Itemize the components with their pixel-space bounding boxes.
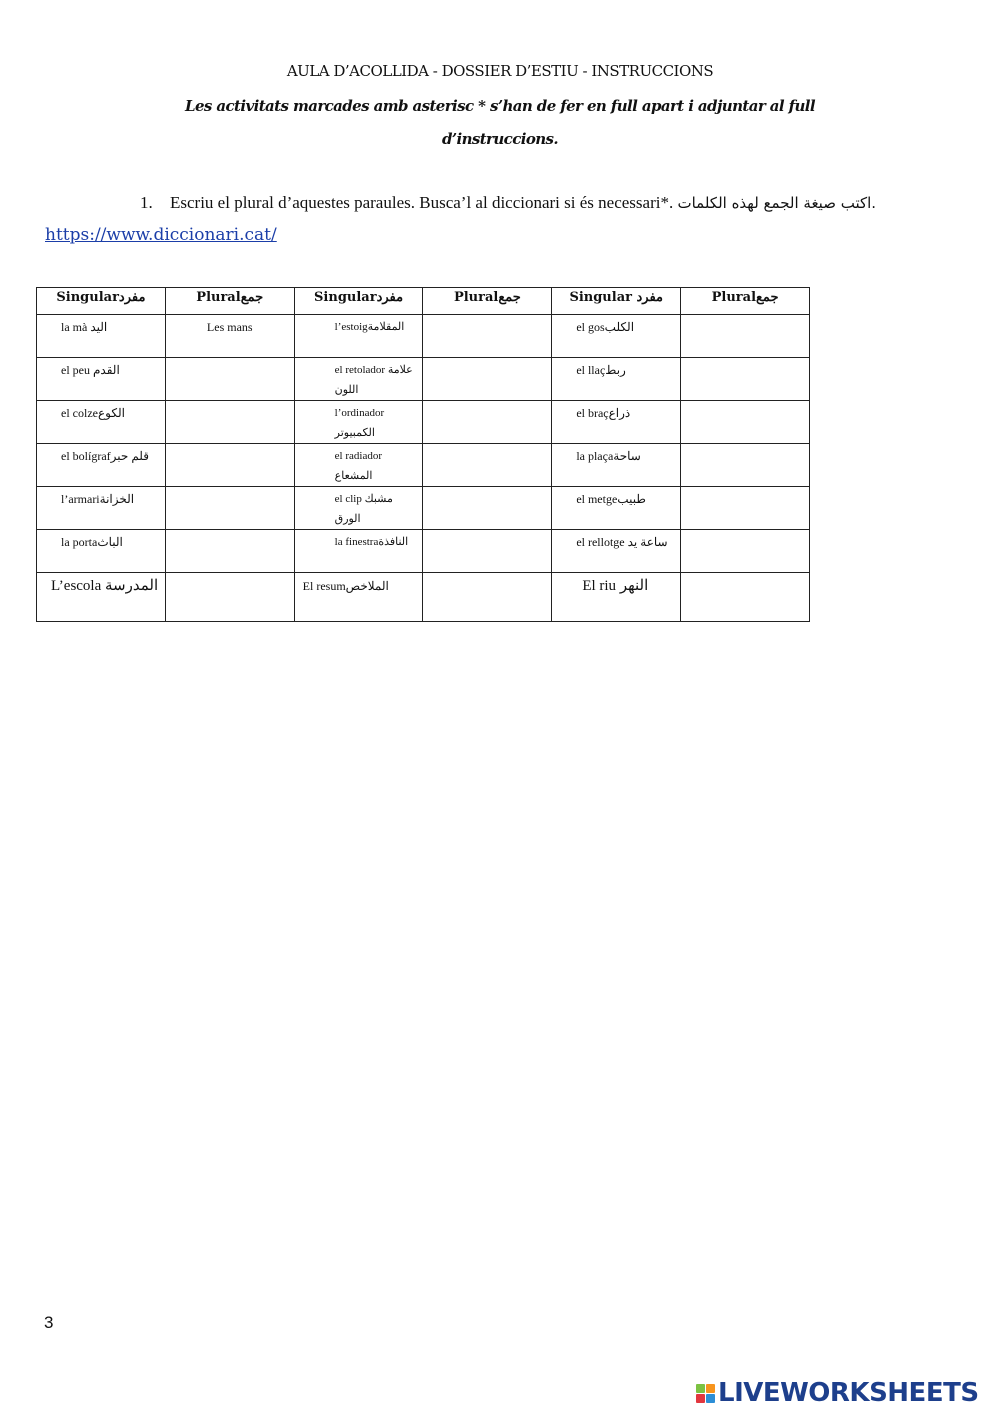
plural-input-cell[interactable] xyxy=(423,315,552,358)
logo-square-icon xyxy=(696,1384,705,1393)
table-header-row xyxy=(37,288,810,315)
instruction xyxy=(140,193,876,213)
singular-cell: la finestraالنافذة xyxy=(294,530,423,573)
plural-input-cell[interactable] xyxy=(165,487,294,530)
singular-cell: l’estoigالمقلامة xyxy=(294,315,423,358)
singular-cell: el gosالكلب xyxy=(552,315,681,358)
logo-square-icon xyxy=(706,1384,715,1393)
singular-cell: la mà اليد xyxy=(37,315,166,358)
plural-input-cell[interactable] xyxy=(681,444,810,487)
table-row xyxy=(37,487,810,530)
singular-cell: el braçذراع xyxy=(552,401,681,444)
plural-input-cell[interactable] xyxy=(681,573,810,622)
liveworksheets-logo xyxy=(696,1378,979,1408)
plural-input-cell[interactable]: Les mans xyxy=(165,315,294,358)
subtitle-line-2: d’instruccions. xyxy=(441,130,559,148)
logo-grid-icon xyxy=(696,1384,715,1403)
singular-cell: la plaçaساحة xyxy=(552,444,681,487)
singular-cell: el radiador المشعاع xyxy=(294,444,423,487)
plural-input-cell[interactable] xyxy=(165,530,294,573)
logo-square-icon xyxy=(696,1394,705,1403)
plural-table xyxy=(36,287,810,622)
plural-input-cell[interactable] xyxy=(423,444,552,487)
plural-input-cell[interactable] xyxy=(165,401,294,444)
header-plural-2: Pluralجمع xyxy=(423,288,552,315)
header-singular-3: Singular مفرد xyxy=(552,288,681,315)
plural-input-cell[interactable] xyxy=(423,358,552,401)
plural-input-cell[interactable] xyxy=(681,530,810,573)
table-row xyxy=(37,444,810,487)
plural-input-cell[interactable] xyxy=(423,530,552,573)
singular-cell: la portaالباث xyxy=(37,530,166,573)
plural-input-cell[interactable] xyxy=(681,315,810,358)
instruction-number: 1. xyxy=(140,193,153,212)
singular-cell: el clip مشبك الورق xyxy=(294,487,423,530)
logo-text: LIVEWORKSHEETS xyxy=(718,1378,979,1408)
singular-cell: El resumالملاخص xyxy=(294,573,423,622)
singular-cell: El riu النهر xyxy=(552,573,681,622)
header-singular-2: Singularمفرد xyxy=(294,288,423,315)
table-row xyxy=(37,573,810,622)
table-row xyxy=(37,358,810,401)
header-plural-3: Pluralجمع xyxy=(681,288,810,315)
plural-input-cell[interactable] xyxy=(681,401,810,444)
subtitle-line-1: Les activitats marcades amb asterisc * s’han de fer en full apart i adjuntar al full xyxy=(185,97,815,115)
plural-input-cell[interactable] xyxy=(165,573,294,622)
table-row xyxy=(37,530,810,573)
plural-input-cell[interactable] xyxy=(423,401,552,444)
instruction-text: Escriu el plural d’aquestes paraules. Busca’l al diccionari si és necessari*. xyxy=(170,193,678,212)
plural-input-cell[interactable] xyxy=(423,487,552,530)
header-singular-1: Singularمفرد xyxy=(37,288,166,315)
singular-cell: el retolador علامة اللون xyxy=(294,358,423,401)
singular-cell: L’escola المدرسة xyxy=(37,573,166,622)
header-plural-1: Pluralجمع xyxy=(165,288,294,315)
singular-cell: el metgeطبيب xyxy=(552,487,681,530)
dictionary-link[interactable]: https://www.diccionari.cat/ xyxy=(45,225,277,245)
singular-cell: el peu القدم xyxy=(37,358,166,401)
singular-cell: el bolígrafقلم حبر xyxy=(37,444,166,487)
table-row xyxy=(37,315,810,358)
page-title: AULA D’ACOLLIDA - DOSSIER D’ESTIU - INSTRUCCIONS xyxy=(286,62,714,80)
plural-input-cell[interactable] xyxy=(165,358,294,401)
singular-cell: el colzeالكوع xyxy=(37,401,166,444)
instruction-arabic: اكتب صيغة الجمع لهذه الكلمات. xyxy=(677,194,877,212)
plural-input-cell[interactable] xyxy=(423,573,552,622)
singular-cell: el rellotge ساعة يد xyxy=(552,530,681,573)
logo-square-icon xyxy=(706,1394,715,1403)
singular-cell: el llaçربط xyxy=(552,358,681,401)
plural-input-cell[interactable] xyxy=(681,487,810,530)
singular-cell: l’armariالخزانة xyxy=(37,487,166,530)
plural-input-cell[interactable] xyxy=(681,358,810,401)
table-row xyxy=(37,401,810,444)
plural-input-cell[interactable] xyxy=(165,444,294,487)
singular-cell: l’ordinador الكمبيوتر xyxy=(294,401,423,444)
page-number: 3 xyxy=(44,1313,54,1332)
